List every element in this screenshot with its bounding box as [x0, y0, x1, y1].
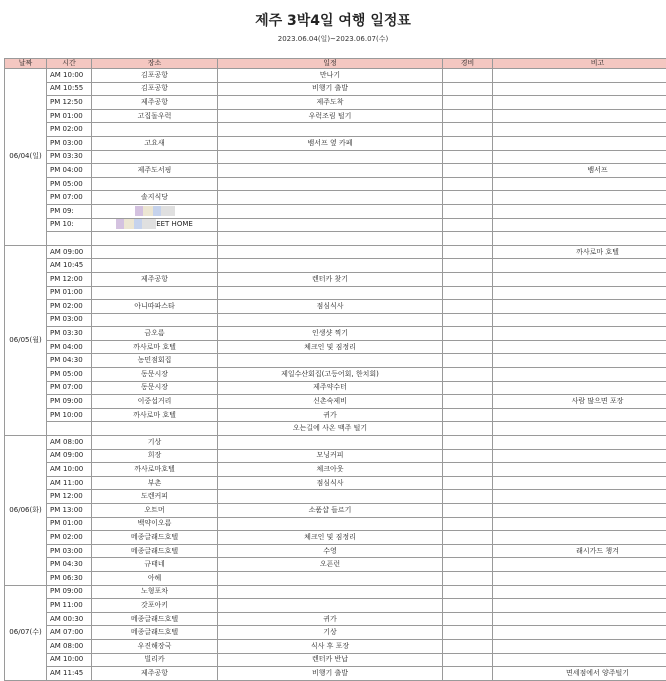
note-cell — [493, 558, 666, 572]
place-cell — [92, 259, 218, 273]
note-cell: 까사로마 호텔 — [493, 245, 666, 259]
table-row — [5, 272, 666, 286]
cost-cell — [443, 191, 493, 205]
place-cell: 백약이오름 — [92, 517, 218, 531]
table-row — [5, 109, 666, 123]
plan-cell: 인생샷 찍기 — [218, 327, 443, 341]
table-row — [5, 612, 666, 626]
table-row — [5, 232, 666, 246]
cost-cell — [443, 245, 493, 259]
cost-cell — [443, 164, 493, 178]
time-cell: PM 03:00 — [47, 544, 92, 558]
note-cell — [493, 490, 666, 504]
cost-cell — [443, 667, 493, 681]
time-cell: PM 10: — [47, 218, 92, 232]
place-cell: 농민점회집 — [92, 354, 218, 368]
date-range: 2023.06.04(일)~2023.06.07(수) — [0, 34, 666, 44]
table-row — [5, 585, 666, 599]
cost-cell — [443, 313, 493, 327]
note-cell — [493, 327, 666, 341]
cost-cell — [443, 109, 493, 123]
time-cell — [47, 232, 92, 246]
table-row — [5, 463, 666, 477]
cost-cell — [443, 340, 493, 354]
table-row — [5, 69, 666, 83]
plan-cell — [218, 232, 443, 246]
note-cell — [493, 82, 666, 96]
table-row — [5, 123, 666, 137]
time-cell: PM 07:00 — [47, 191, 92, 205]
note-cell — [493, 232, 666, 246]
note-cell — [493, 259, 666, 273]
time-cell: PM 03:30 — [47, 150, 92, 164]
plan-cell — [218, 191, 443, 205]
note-cell — [493, 177, 666, 191]
plan-cell: 우럭조림 털기 — [218, 109, 443, 123]
table-row — [5, 531, 666, 545]
note-cell — [493, 204, 666, 218]
place-cell: 규태네 — [92, 558, 218, 572]
table-row — [5, 327, 666, 341]
time-cell: PM 03:30 — [47, 327, 92, 341]
date-cell: 06/05(월) — [5, 245, 47, 435]
note-cell — [493, 191, 666, 205]
place-cell: 도렌커피 — [92, 490, 218, 504]
plan-cell — [218, 164, 443, 178]
cost-cell — [443, 136, 493, 150]
place-cell: 고요새 — [92, 136, 218, 150]
table-row — [5, 517, 666, 531]
note-cell — [493, 571, 666, 585]
time-cell: PM 09:00 — [47, 395, 92, 409]
cost-cell — [443, 204, 493, 218]
date-cell: 06/06(화) — [5, 436, 47, 586]
cost-cell — [443, 626, 493, 640]
place-cell: 우진해장국 — [92, 639, 218, 653]
place-cell: 금오름 — [92, 327, 218, 341]
note-cell — [493, 340, 666, 354]
place-cell: 제주도서핑 — [92, 164, 218, 178]
table-row — [5, 177, 666, 191]
place-cell: 아헤 — [92, 571, 218, 585]
cost-cell — [443, 259, 493, 273]
place-cell: 까사로마호텔 — [92, 463, 218, 477]
cost-cell — [443, 232, 493, 246]
place-cell: 빌리카 — [92, 653, 218, 667]
plan-cell: 점심식사 — [218, 300, 443, 314]
place-cell: 희장 — [92, 449, 218, 463]
header-plan: 일정 — [218, 59, 443, 69]
cost-cell — [443, 368, 493, 382]
place-cell: 동문시장 — [92, 368, 218, 382]
cost-cell — [443, 599, 493, 613]
table-row — [5, 599, 666, 613]
place-cell — [92, 286, 218, 300]
cost-cell — [443, 354, 493, 368]
note-cell — [493, 449, 666, 463]
plan-cell — [218, 177, 443, 191]
note-cell — [493, 96, 666, 110]
table-row — [5, 204, 666, 218]
table-row — [5, 476, 666, 490]
note-cell — [493, 136, 666, 150]
note-cell — [493, 300, 666, 314]
table-row — [5, 150, 666, 164]
cost-cell — [443, 463, 493, 477]
table-row — [5, 490, 666, 504]
place-cell: 부촌 — [92, 476, 218, 490]
note-cell: 뱀서프 — [493, 164, 666, 178]
table-row — [5, 82, 666, 96]
table-row — [5, 96, 666, 110]
table-row — [5, 245, 666, 259]
time-cell: PM 12:00 — [47, 490, 92, 504]
cost-cell — [443, 123, 493, 137]
note-cell — [493, 626, 666, 640]
plan-cell: 신촌숙제비 — [218, 395, 443, 409]
note-cell — [493, 313, 666, 327]
plan-cell: 제일수산회집(고등어회, 한치회) — [218, 368, 443, 382]
time-cell: AM 10:55 — [47, 82, 92, 96]
note-cell — [493, 653, 666, 667]
cost-cell — [443, 544, 493, 558]
time-cell: PM 05:00 — [47, 177, 92, 191]
time-cell: PM 02:00 — [47, 300, 92, 314]
header-date: 날짜 — [5, 59, 47, 69]
table-row — [5, 164, 666, 178]
note-cell — [493, 109, 666, 123]
time-cell: AM 10:45 — [47, 259, 92, 273]
plan-cell: 렌터카 반납 — [218, 653, 443, 667]
table-row — [5, 504, 666, 518]
cost-cell — [443, 150, 493, 164]
plan-cell: 소품샵 들르기 — [218, 504, 443, 518]
cost-cell — [443, 218, 493, 232]
time-cell: AM 07:00 — [47, 626, 92, 640]
cost-cell — [443, 476, 493, 490]
place-cell: 메종글래드호텔 — [92, 531, 218, 545]
time-cell: PM 01:00 — [47, 286, 92, 300]
note-cell: 면세점에서 양주털기 — [493, 667, 666, 681]
table-row — [5, 544, 666, 558]
plan-cell: 뱀서프 옆 카페 — [218, 136, 443, 150]
plan-cell: 식사 후 포장 — [218, 639, 443, 653]
plan-cell — [218, 585, 443, 599]
plan-cell — [218, 123, 443, 137]
time-cell: AM 00:30 — [47, 612, 92, 626]
cost-cell — [443, 571, 493, 585]
table-row — [5, 259, 666, 273]
time-cell: PM 04:00 — [47, 340, 92, 354]
time-cell — [47, 422, 92, 436]
plan-cell — [218, 286, 443, 300]
note-cell — [493, 422, 666, 436]
place-cell: 김포공항 — [92, 82, 218, 96]
time-cell: PM 07:00 — [47, 381, 92, 395]
table-row — [5, 191, 666, 205]
time-cell: PM 13:00 — [47, 504, 92, 518]
cost-cell — [443, 381, 493, 395]
table-row — [5, 286, 666, 300]
header-row — [5, 59, 666, 69]
time-cell: AM 10:00 — [47, 653, 92, 667]
time-cell: PM 12:50 — [47, 96, 92, 110]
cost-cell — [443, 422, 493, 436]
table-row — [5, 449, 666, 463]
note-cell — [493, 531, 666, 545]
plan-cell: 점심식사 — [218, 476, 443, 490]
plan-cell — [218, 571, 443, 585]
cost-cell — [443, 558, 493, 572]
plan-cell — [218, 218, 443, 232]
cost-cell — [443, 653, 493, 667]
table-row — [5, 558, 666, 572]
note-cell — [493, 123, 666, 137]
cost-cell — [443, 96, 493, 110]
time-cell: AM 11:45 — [47, 667, 92, 681]
note-cell — [493, 599, 666, 613]
note-cell — [493, 218, 666, 232]
table-row — [5, 381, 666, 395]
plan-cell — [218, 517, 443, 531]
cost-cell — [443, 531, 493, 545]
time-cell: PM 06:30 — [47, 571, 92, 585]
table-row — [5, 626, 666, 640]
plan-cell: 렌터카 찾기 — [218, 272, 443, 286]
place-cell: 제주공항 — [92, 667, 218, 681]
table-row — [5, 395, 666, 409]
table-row — [5, 436, 666, 450]
place-cell: 동문시장 — [92, 381, 218, 395]
place-cell: 메종글래드호텔 — [92, 612, 218, 626]
plan-cell: 체크아웃 — [218, 463, 443, 477]
header-cost: 경비 — [443, 59, 493, 69]
place-cell — [92, 245, 218, 259]
plan-cell — [218, 436, 443, 450]
time-cell: AM 09:00 — [47, 449, 92, 463]
cost-cell — [443, 612, 493, 626]
note-cell — [493, 517, 666, 531]
place-cell — [92, 204, 218, 218]
cost-cell — [443, 177, 493, 191]
table-row — [5, 313, 666, 327]
time-cell: PM 01:00 — [47, 517, 92, 531]
note-cell — [493, 381, 666, 395]
table-row — [5, 422, 666, 436]
cost-cell — [443, 408, 493, 422]
plan-cell — [218, 259, 443, 273]
time-cell: PM 11:00 — [47, 599, 92, 613]
place-cell — [92, 150, 218, 164]
cost-cell — [443, 286, 493, 300]
plan-cell: 체크인 및 짐정리 — [218, 531, 443, 545]
cost-cell — [443, 82, 493, 96]
place-cell — [92, 422, 218, 436]
plan-cell — [218, 313, 443, 327]
note-cell — [493, 436, 666, 450]
table-row — [5, 340, 666, 354]
note-cell — [493, 504, 666, 518]
itinerary-table — [4, 58, 666, 681]
place-cell — [92, 232, 218, 246]
place-cell: 까사로마 호텔 — [92, 340, 218, 354]
page-title: 제주 3박4일 여행 일정표 — [0, 10, 666, 30]
cost-cell — [443, 504, 493, 518]
plan-cell — [218, 204, 443, 218]
place-cell — [92, 123, 218, 137]
itinerary-body — [5, 69, 666, 681]
place-cell: 아니따파스타 — [92, 300, 218, 314]
note-cell — [493, 272, 666, 286]
place-cell — [92, 177, 218, 191]
place-cell — [92, 313, 218, 327]
table-row — [5, 354, 666, 368]
time-cell: PM 05:00 — [47, 368, 92, 382]
note-cell: 사람 많으면 포장 — [493, 395, 666, 409]
place-cell: 기상 — [92, 436, 218, 450]
note-cell — [493, 585, 666, 599]
note-cell — [493, 69, 666, 83]
cost-cell — [443, 639, 493, 653]
place-cell: EET HOME — [92, 218, 218, 232]
plan-cell: 제주약수터 — [218, 381, 443, 395]
time-cell: PM 09:00 — [47, 585, 92, 599]
date-cell: 06/04(일) — [5, 69, 47, 246]
time-cell: PM 02:00 — [47, 531, 92, 545]
table-row — [5, 218, 666, 232]
cost-cell — [443, 272, 493, 286]
table-row — [5, 368, 666, 382]
cost-cell — [443, 327, 493, 341]
cost-cell — [443, 490, 493, 504]
note-cell — [493, 639, 666, 653]
note-cell: 래시가드 챙겨 — [493, 544, 666, 558]
note-cell — [493, 354, 666, 368]
plan-cell: 비행기 출발 — [218, 667, 443, 681]
table-row — [5, 300, 666, 314]
time-cell: AM 09:00 — [47, 245, 92, 259]
table-row — [5, 571, 666, 585]
plan-cell — [218, 150, 443, 164]
plan-cell — [218, 354, 443, 368]
time-cell: PM 04:00 — [47, 164, 92, 178]
cost-cell — [443, 449, 493, 463]
time-cell: PM 01:00 — [47, 109, 92, 123]
plan-cell: 오픈런 — [218, 558, 443, 572]
cost-cell — [443, 517, 493, 531]
table-row — [5, 667, 666, 681]
place-cell: 이중섭거리 — [92, 395, 218, 409]
header-time: 시간 — [47, 59, 92, 69]
time-cell: AM 11:00 — [47, 476, 92, 490]
cost-cell — [443, 300, 493, 314]
time-cell: PM 03:00 — [47, 313, 92, 327]
cost-cell — [443, 69, 493, 83]
note-cell — [493, 476, 666, 490]
cost-cell — [443, 395, 493, 409]
note-cell — [493, 463, 666, 477]
place-cell: 메종글래드호텔 — [92, 544, 218, 558]
redacted-blur — [116, 219, 156, 229]
time-cell: AM 08:00 — [47, 436, 92, 450]
plan-cell — [218, 599, 443, 613]
table-row — [5, 653, 666, 667]
time-cell: PM 04:30 — [47, 558, 92, 572]
header-note: 비고 — [493, 59, 666, 69]
note-cell — [493, 286, 666, 300]
table-row — [5, 639, 666, 653]
note-cell — [493, 612, 666, 626]
plan-cell — [218, 245, 443, 259]
plan-cell: 체크인 및 짐정리 — [218, 340, 443, 354]
plan-cell: 기상 — [218, 626, 443, 640]
table-row — [5, 136, 666, 150]
time-cell: PM 02:00 — [47, 123, 92, 137]
time-cell: PM 04:30 — [47, 354, 92, 368]
place-cell: 메종글래드호텔 — [92, 626, 218, 640]
place-cell: 오트머 — [92, 504, 218, 518]
plan-cell: 귀가 — [218, 612, 443, 626]
plan-cell: 오는길에 사온 맥주 털기 — [218, 422, 443, 436]
cost-cell — [443, 436, 493, 450]
note-cell — [493, 408, 666, 422]
place-cell: 갓포아키 — [92, 599, 218, 613]
time-cell: PM 12:00 — [47, 272, 92, 286]
time-cell: AM 08:00 — [47, 639, 92, 653]
plan-cell: 비행기 출발 — [218, 82, 443, 96]
place-cell: 김포공항 — [92, 69, 218, 83]
plan-cell: 제주도착 — [218, 96, 443, 110]
place-cell: 노형포차 — [92, 585, 218, 599]
table-row — [5, 408, 666, 422]
time-cell: PM 03:00 — [47, 136, 92, 150]
note-cell — [493, 150, 666, 164]
redacted-blur — [135, 206, 175, 216]
place-cell: 까사로마 호텔 — [92, 408, 218, 422]
plan-cell: 귀가 — [218, 408, 443, 422]
place-cell: 솔지식당 — [92, 191, 218, 205]
plan-cell: 모닝커피 — [218, 449, 443, 463]
time-cell: PM 09: — [47, 204, 92, 218]
cost-cell — [443, 585, 493, 599]
header-place: 장소 — [92, 59, 218, 69]
place-cell: 제주공항 — [92, 96, 218, 110]
place-cell: 제주공항 — [92, 272, 218, 286]
time-cell: AM 10:00 — [47, 69, 92, 83]
time-cell: PM 10:00 — [47, 408, 92, 422]
plan-cell — [218, 490, 443, 504]
plan-cell: 만나기 — [218, 69, 443, 83]
date-cell: 06/07(수) — [5, 585, 47, 680]
time-cell: AM 10:00 — [47, 463, 92, 477]
plan-cell: 수영 — [218, 544, 443, 558]
place-cell: 고집돌우럭 — [92, 109, 218, 123]
note-cell — [493, 368, 666, 382]
